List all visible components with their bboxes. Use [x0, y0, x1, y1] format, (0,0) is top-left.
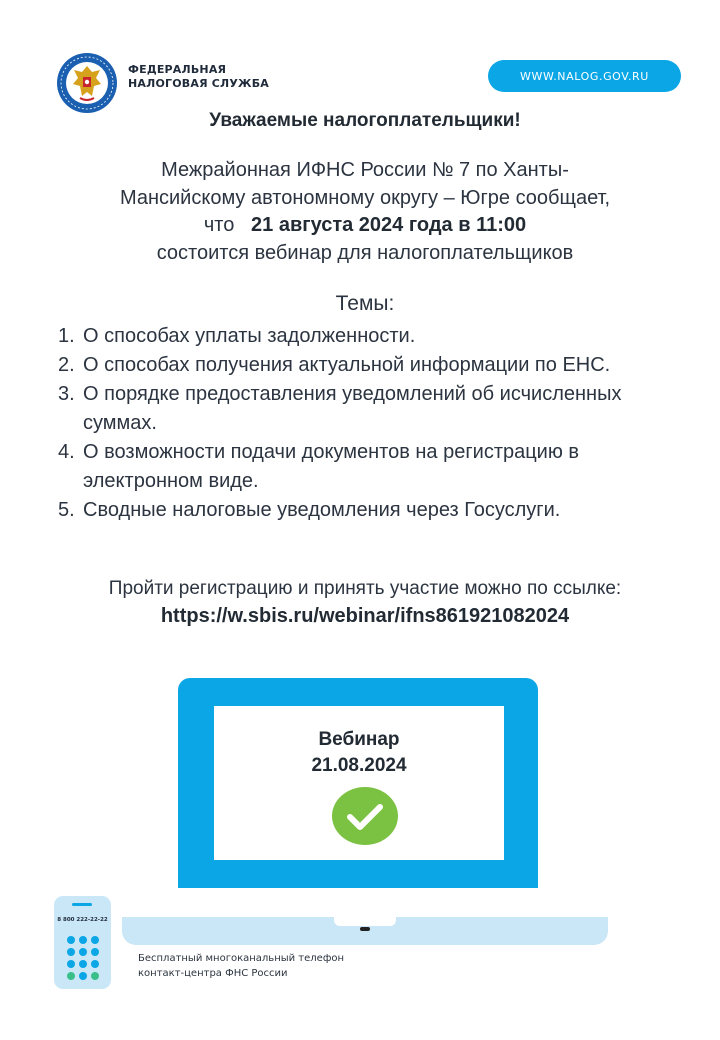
webinar-card-label: Вебинар — [318, 729, 400, 750]
topic-number: 3. — [58, 383, 75, 405]
intro-line-2: Мансийскому автономному округу – Югре сообщает, — [119, 186, 611, 209]
intro-line-4: состоится вебинар для налогоплательщиков — [156, 241, 574, 264]
phone-speaker — [72, 903, 92, 906]
topic-item — [58, 438, 698, 496]
keypad-dot — [67, 960, 75, 968]
topic-number: 1. — [58, 325, 75, 347]
hotline-line-1: Бесплатный многоканальный телефон — [138, 953, 345, 964]
keypad-dot — [79, 948, 87, 956]
hotline-caption — [138, 951, 344, 981]
topics-title: Темы: — [335, 292, 395, 315]
hotline-number: 8 800 222-22-22 — [57, 917, 108, 923]
intro-paragraph — [40, 157, 690, 267]
topic-text: О возможности подачи документов на регистрацию в электронном виде. — [83, 441, 580, 492]
greeting-heading: Уважаемые налогоплательщики! — [209, 110, 521, 131]
keypad-dot — [67, 936, 75, 944]
topic-item — [58, 322, 698, 351]
check-circle-icon — [332, 787, 398, 845]
topic-text: Сводные налоговые уведомления через Госуслуги. — [83, 499, 561, 521]
topic-text: О порядке предоставления уведомлений об исчисленных суммах. — [83, 383, 622, 434]
webinar-card-title — [214, 727, 504, 779]
keypad-dot — [67, 972, 75, 980]
topic-item — [58, 380, 698, 438]
topic-item — [58, 351, 698, 380]
phone-keypad — [67, 936, 99, 980]
topic-number: 2. — [58, 354, 75, 376]
keypad-dot — [79, 972, 87, 980]
webinar-datetime: 21 августа 2024 года в 11:00 — [251, 214, 527, 236]
webinar-card-date: 21.08.2024 — [311, 755, 407, 776]
hotline-line-2: контакт-центра ФНС России — [138, 968, 288, 979]
topics-list — [58, 322, 698, 525]
org-name-line1: ФЕДЕРАЛЬНАЯ — [128, 63, 227, 76]
laptop-hinge — [360, 927, 370, 931]
topic-text: О способах получения актуальной информации по ЕНС. — [83, 354, 611, 376]
topic-number: 4. — [58, 441, 75, 463]
site-link-button[interactable]: WWW.NALOG.GOV.RU — [488, 60, 681, 92]
keypad-dot — [91, 960, 99, 968]
intro-line-3 — [40, 212, 690, 240]
org-name-line2: НАЛОГОВАЯ СЛУЖБА — [128, 77, 270, 90]
fns-emblem-icon — [56, 52, 118, 114]
keypad-dot — [91, 948, 99, 956]
intro-line-1: Межрайонная ИФНС России № 7 по Ханты- — [161, 159, 569, 181]
keypad-dot — [79, 960, 87, 968]
keypad-dot — [79, 936, 87, 944]
keypad-dot — [67, 948, 75, 956]
topic-number: 5. — [58, 499, 75, 521]
registration-link[interactable]: https://w.sbis.ru/webinar/ifns861921082024 — [160, 605, 570, 627]
keypad-dot — [91, 936, 99, 944]
keypad-dot — [91, 972, 99, 980]
intro-prefix: что — [203, 214, 246, 236]
registration-text: Пройти регистрацию и принять участие можно по ссылке: — [108, 578, 622, 599]
topic-item — [58, 496, 698, 525]
org-name — [128, 63, 269, 91]
laptop-base-notch — [334, 917, 396, 926]
topic-text: О способах уплаты задолженности. — [83, 325, 416, 347]
